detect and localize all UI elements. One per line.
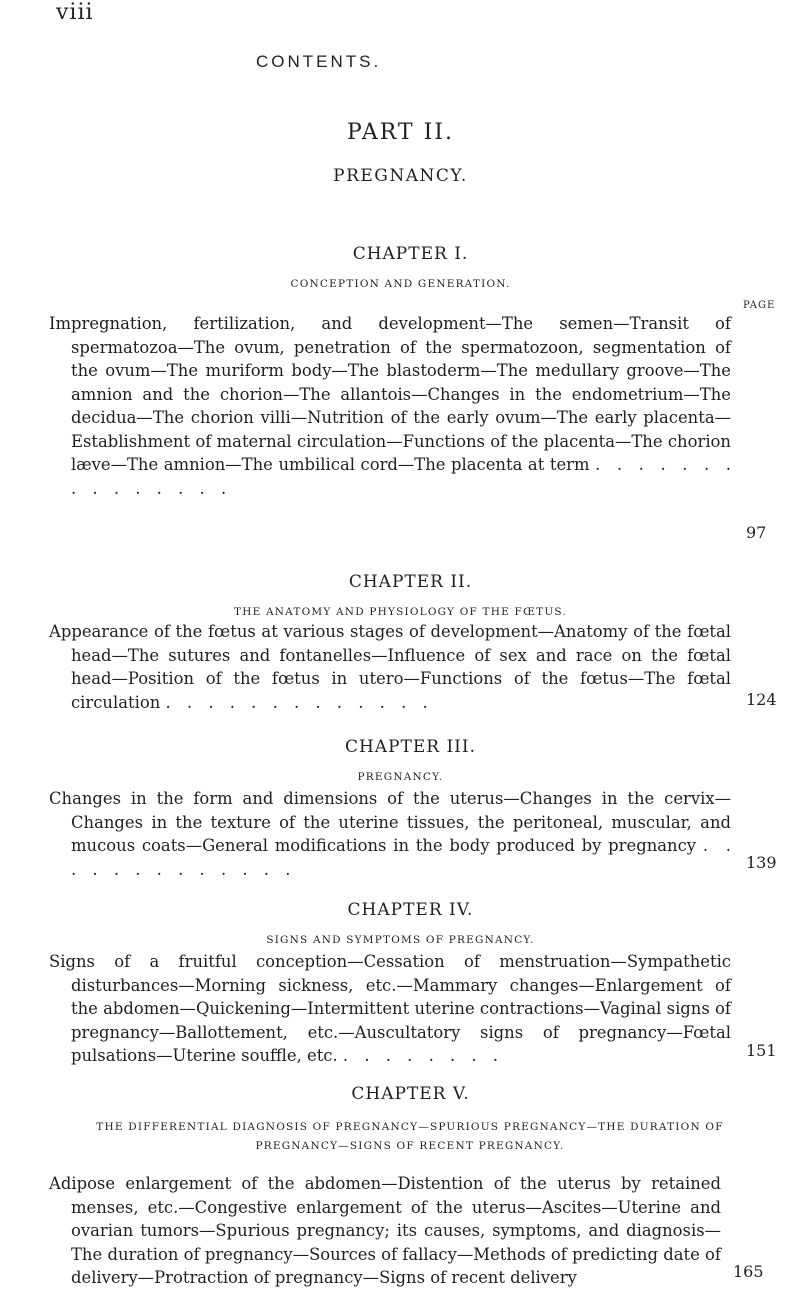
contents-text: Appearance of the fœtus at various stages of development—Anatomy of the fœtal head—The sutures and fontanelles—Influence of sex and race on the fœtal head—Position of the fœtus in utero—Functions of the fœtus—The fœtal circulation [49,622,731,712]
contents-text: Adipose enlargement of the abdomen—Distention of the uterus by retained menses, etc.—Congestive enlargement of the uterus—Ascites—Uterine and ovarian tumors—Spurious pregnancy; its causes, symptoms, and diagnosis—The duration of pregnancy—Sources of fallacy—Methods of predicting date of delivery—Protraction of pregnancy—Signs of recent delivery [49,1174,721,1287]
chapter-5-heading [0,1084,801,1156]
running-head: CONTENTS. [256,52,382,71]
chapter-2-page-ref: 124 [746,690,777,709]
chapter-2-contents [49,620,731,714]
chapter-title: CHAPTER II. [348,572,473,592]
chapter-2-heading [0,572,801,618]
page-number: viii [56,0,94,25]
chapter-1-heading [0,244,801,290]
chapter-subtitle: SIGNS AND SYMPTOMS OF PREGNANCY. [266,934,535,946]
dot-leader: . . . . . . . . . . . . . [165,692,428,712]
chapter-title: CHAPTER V. [351,1084,470,1104]
chapter-4-page-ref: 151 [746,1041,777,1060]
chapter-title: CHAPTER I. [352,244,469,264]
contents-text: Signs of a fruitful conception—Cessation of menstruation—Sympathetic disturbances—Morning sickness, etc.—Mammary changes—Enlargement of the abdomen—Quickening—Intermittent uterine contractions—Vaginal signs of pregnancy—Ballottement, etc.—Auscultatory signs of pregnancy—Fœtal pulsations—Uterine souffle, etc. [49,952,731,1065]
chapter-3-page-ref: 139 [746,853,777,872]
chapter-subtitle: THE DIFFERENTIAL DIAGNOSIS OF PREGNANCY—SPURIOUS PREGNANCY—THE DURATION OF PREGNANCY—SIGNS OF RECENT PREGNANCY. [96,1121,724,1152]
chapter-5-contents [49,1172,721,1290]
part-subtitle: PREGNANCY. [333,166,468,186]
chapter-3-contents [49,787,731,881]
chapter-3-heading [0,737,801,783]
chapter-4-contents [49,950,731,1068]
dot-leader: . . . . . . . . . . . . . [71,836,732,879]
contents-text: Impregnation, fertilization, and development—The semen—Transit of spermatozoa—The ovum, penetration of the spermatozoon, segmentation of the ovum—The muriform body—The blastoderm—The medullary groove—The amnion and the chorion—The allantois—Changes in the endometrium—The decidua—The chorion villi—Nutrition of the early ovum—The early placenta—Establishment of maternal circulation—Functions of the placenta—The chorion læve—The amnion—The umbilical cord—The placenta at term [49,314,731,474]
page-column-label: PAGE [743,300,776,311]
chapter-1-page-ref: 97 [746,523,767,542]
chapter-4-heading [0,900,801,946]
dot-leader: . . . . . . . . . . . . . . . [71,455,732,498]
chapter-1-contents [49,312,731,500]
contents-text: Changes in the form and dimensions of the uterus—Changes in the cervix—Changes in the texture of the uterine tissues, the peritoneal, muscular, and mucous coats—General modifications in the body produced by pregnancy [49,789,731,855]
chapter-title: CHAPTER IV. [347,900,474,920]
chapter-subtitle: CONCEPTION AND GENERATION. [290,278,511,290]
chapter-subtitle: THE ANATOMY AND PHYSIOLOGY OF THE FŒTUS. [234,606,567,618]
chapter-subtitle: PREGNANCY. [357,771,444,783]
chapter-5-page-ref: 165 [733,1262,764,1281]
dot-leader: . . . . . . . . [342,1046,499,1065]
part-title: PART II. [347,120,454,145]
chapter-title: CHAPTER III. [344,737,477,757]
